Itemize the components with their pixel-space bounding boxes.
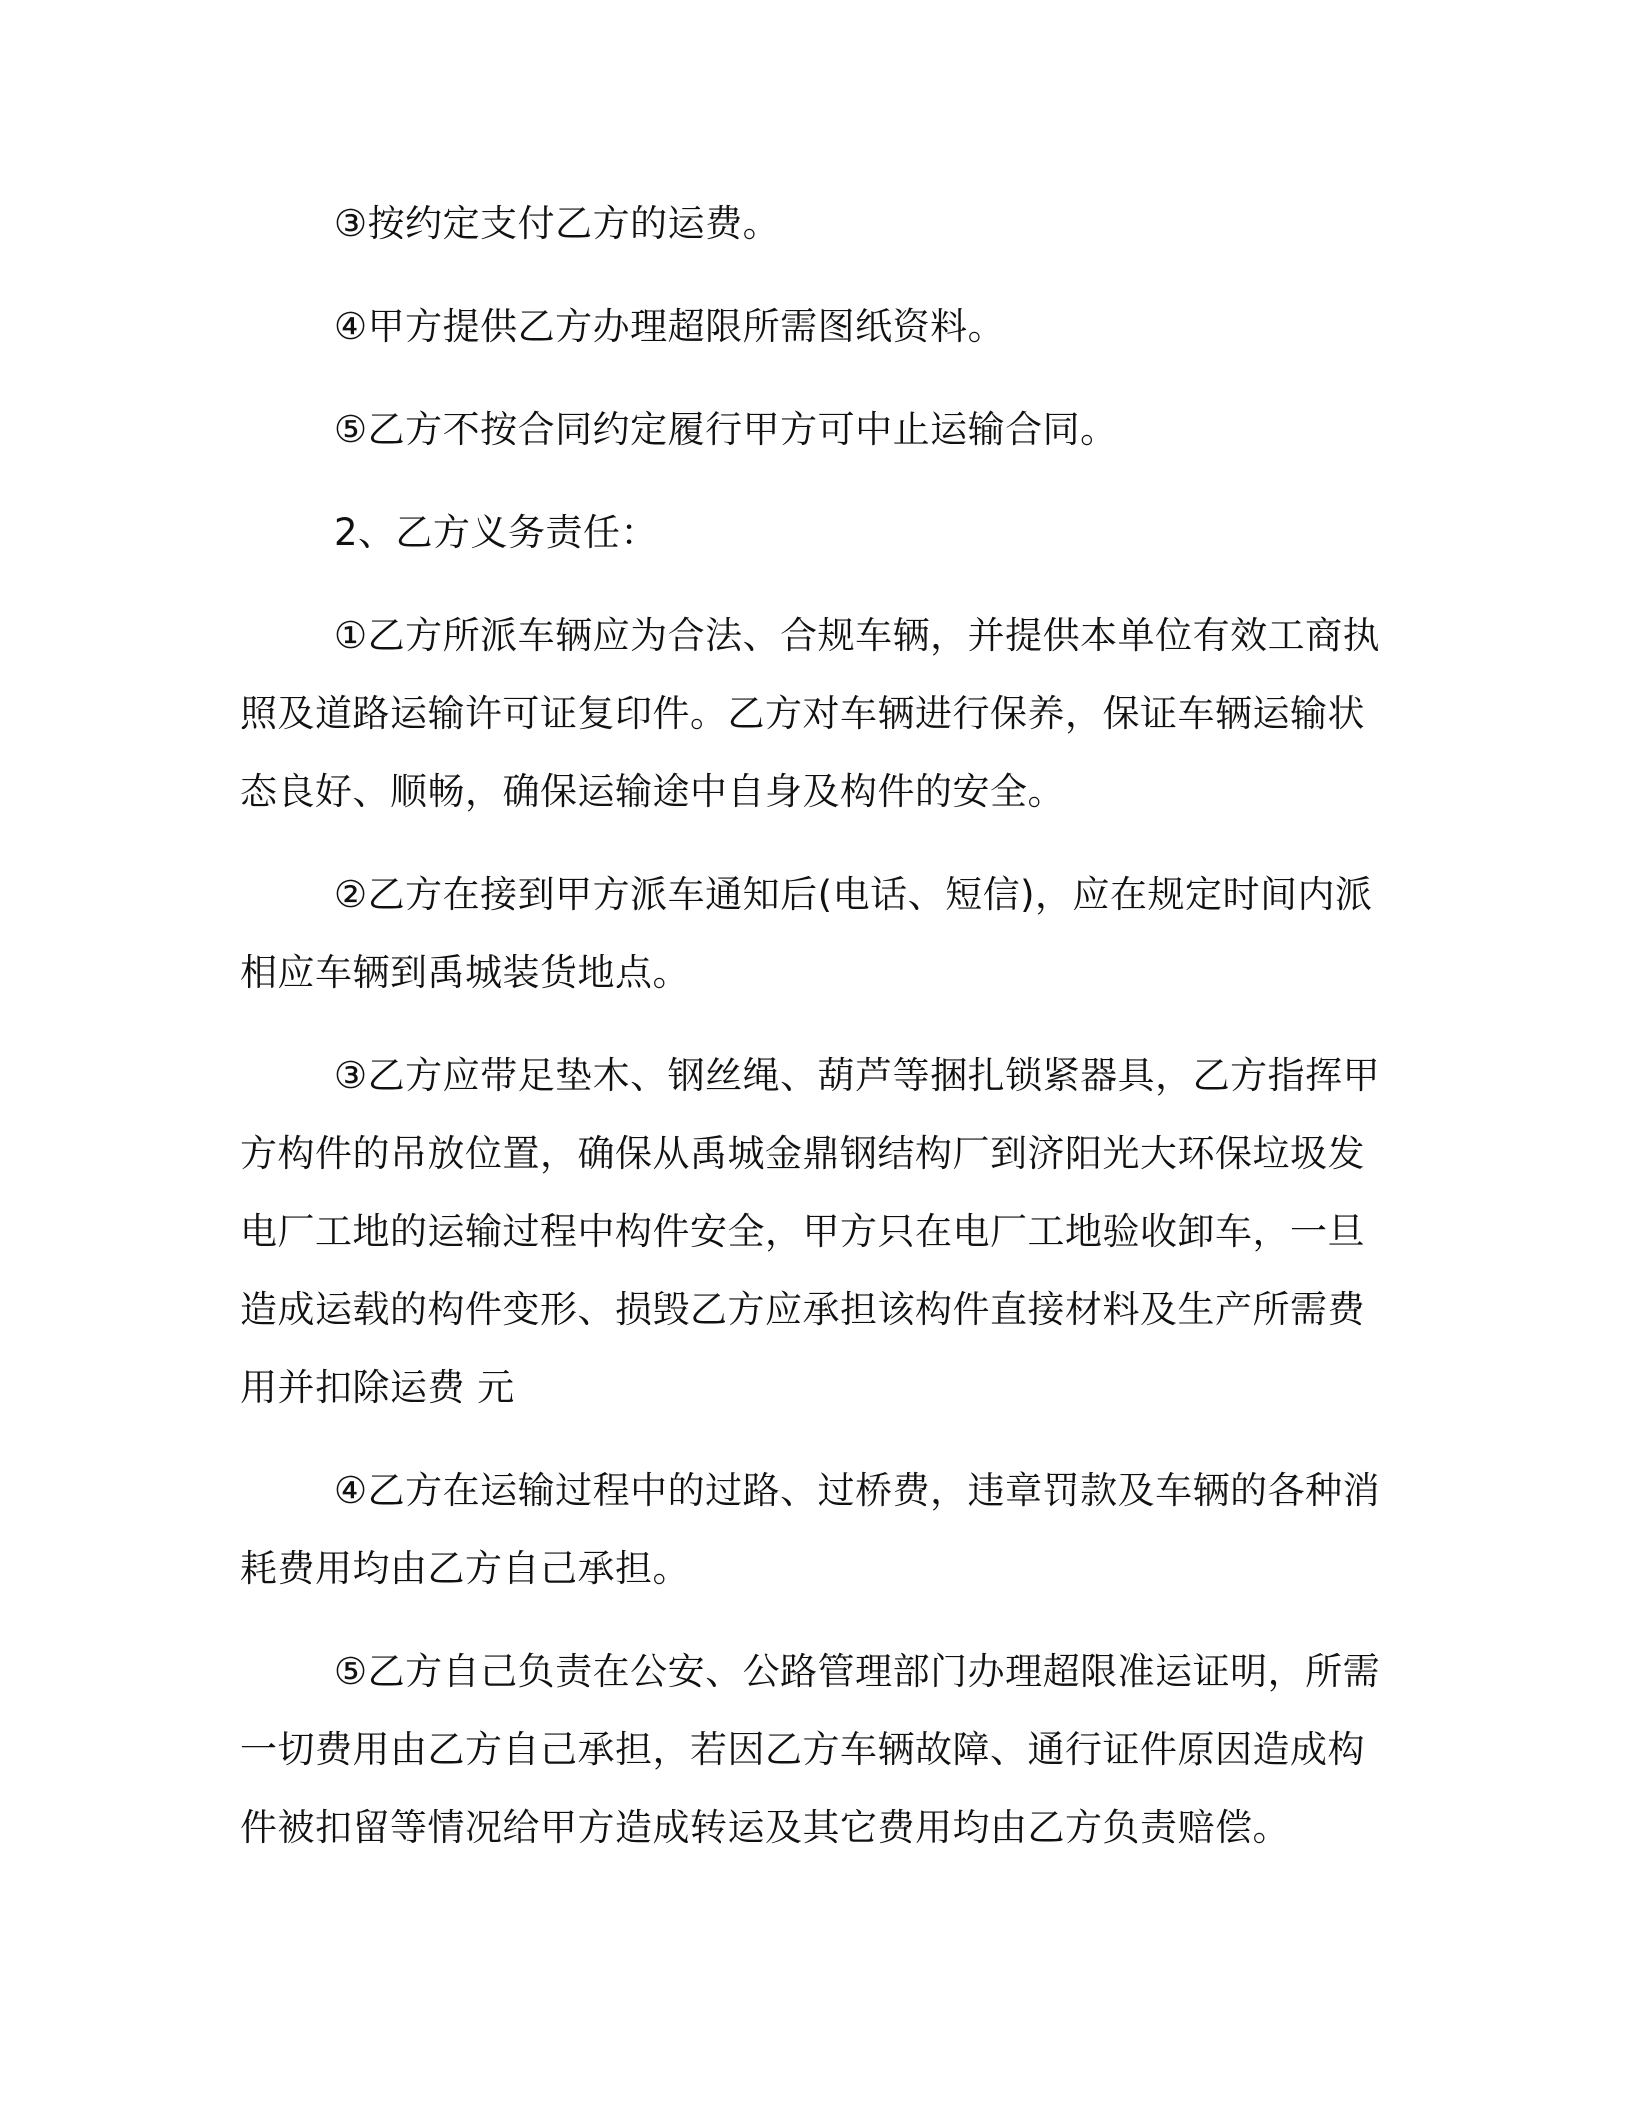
text-line: ④乙方在运输过程中的过路、过桥费，违章罚款及车辆的各种消 xyxy=(334,1469,1381,1512)
text-line: 件被扣留等情况给甲方造成转运及其它费用均由乙方负责赔偿。 xyxy=(240,1806,1290,1849)
text-line: ⑤乙方自己负责在公安、公路管理部门办理超限准运证明，所需 xyxy=(334,1650,1381,1693)
paragraph-item-4-drawings xyxy=(240,288,1380,366)
text-line: 造成运载的构件变形、损毁乙方应承担该构件直接材料及生产所需费 xyxy=(240,1288,1365,1331)
paragraph-item-3-payment xyxy=(240,185,1380,263)
text-line: ②乙方在接到甲方派车通知后(电话、短信)，应在规定时间内派 xyxy=(334,873,1373,916)
document-body xyxy=(240,185,1380,1892)
text-line: 态良好、顺畅，确保运输途中自身及构件的安全。 xyxy=(240,770,1065,813)
text-line: 耗费用均由乙方自己承担。 xyxy=(240,1547,690,1590)
paragraph-b-item-5-permits xyxy=(240,1633,1380,1867)
paragraph-b-item-2-dispatch xyxy=(240,856,1380,1012)
paragraph-b-item-3-securing xyxy=(240,1037,1380,1427)
text-line: 方构件的吊放位置，确保从禹城金鼎钢结构厂到济阳光大环保垃圾发 xyxy=(240,1132,1365,1175)
paragraph-item-5-termination xyxy=(240,391,1380,469)
paragraph-b-item-4-tolls xyxy=(240,1452,1380,1608)
text-line: ③按约定支付乙方的运费。 xyxy=(334,202,781,245)
text-line: ④甲方提供乙方办理超限所需图纸资料。 xyxy=(334,305,1006,348)
text-line: 照及道路运输许可证复印件。乙方对车辆进行保养，保证车辆运输状 xyxy=(240,692,1365,735)
text-line: 一切费用由乙方自己承担，若因乙方车辆故障、通行证件原因造成构 xyxy=(240,1728,1365,1771)
text-line: ③乙方应带足垫木、钢丝绳、葫芦等捆扎锁紧器具，乙方指挥甲 xyxy=(334,1054,1381,1097)
text-line: 相应车辆到禹城装货地点。 xyxy=(240,951,690,994)
section-heading-party-b-duties xyxy=(240,494,1380,572)
text-line: 电厂工地的运输过程中构件安全，甲方只在电厂工地验收卸车，一旦 xyxy=(240,1210,1365,1253)
paragraph-b-item-1-vehicles xyxy=(240,597,1380,831)
text-line: ⑤乙方不按合同约定履行甲方可中止运输合同。 xyxy=(334,408,1118,451)
text-line: 2、乙方义务责任： xyxy=(334,511,659,554)
text-line: ①乙方所派车辆应为合法、合规车辆，并提供本单位有效工商执 xyxy=(334,614,1381,657)
text-line: 用并扣除运费 元 xyxy=(240,1366,515,1409)
